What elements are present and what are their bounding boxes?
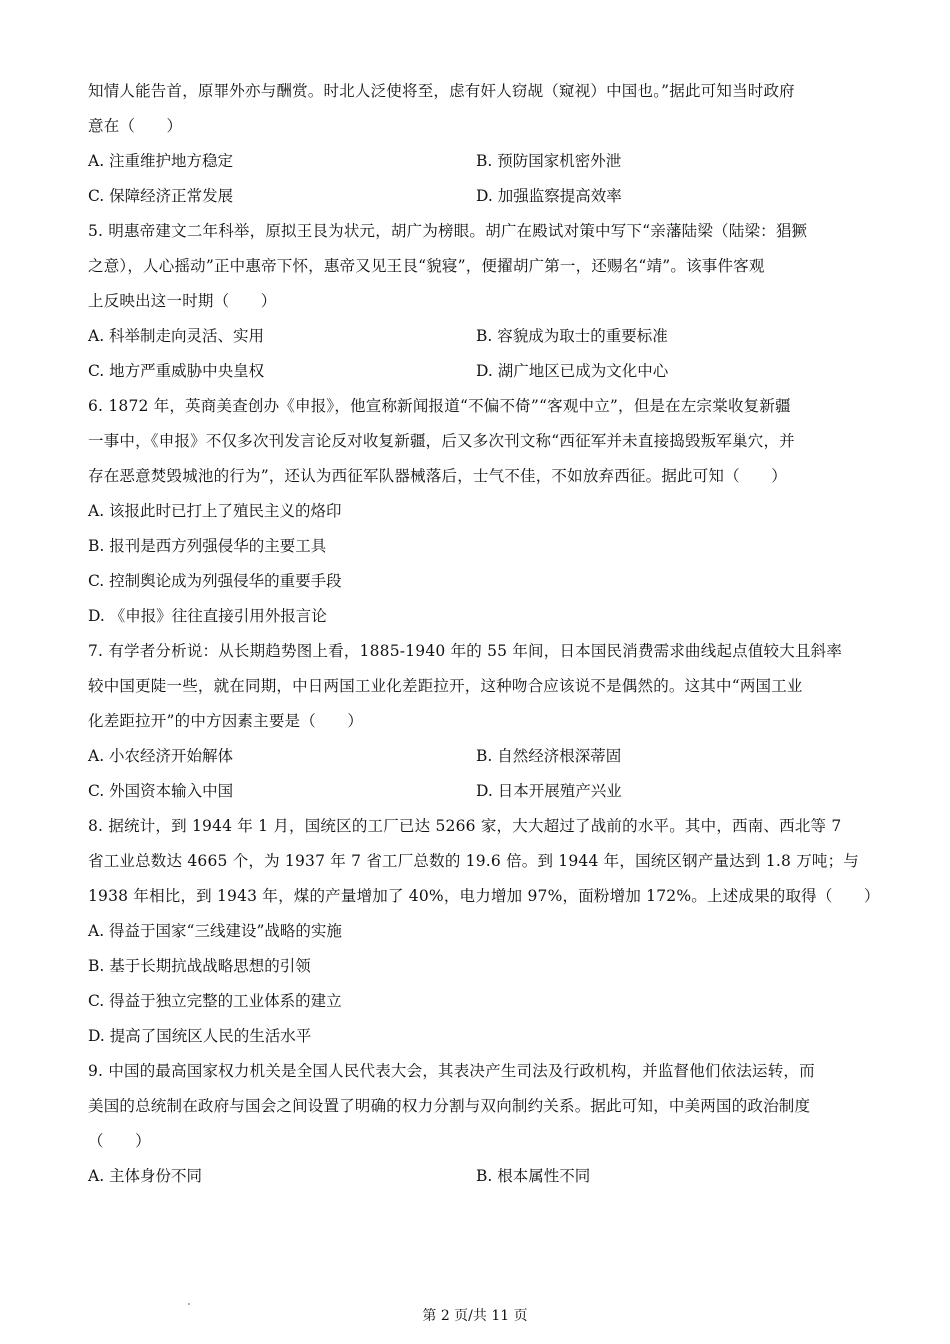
question-stem-line: 意在（ ） (88, 117, 183, 135)
option-d: D. 湖广地区已成为文化中心 (476, 362, 669, 380)
option-c: C. 保障经济正常发展 (88, 187, 234, 205)
question-stem-line: 存在恶意焚毁城池的行为”，还认为西征军队器械落后，士气不佳，不如放弃西征。据此可知（ ） (88, 467, 787, 485)
page-content (88, 74, 880, 1194)
question-stem-line: 6. 1872 年，英商美查创办《申报》，他宣称新闻报道“不偏不倚”“客观中立”，但是在左宗棠收复新疆 (88, 397, 791, 415)
question-8 (88, 809, 880, 1054)
option-b: B. 根本属性不同 (476, 1167, 591, 1185)
option-d: D. 提高了国统区人民的生活水平 (88, 1027, 312, 1045)
option-d: D. 日本开展殖产兴业 (476, 782, 622, 800)
option-b: B. 基于长期抗战战略思想的引领 (88, 957, 311, 975)
question-stem-line: 美国的总统制在政府与国会之间设置了明确的权力分割与双向制约关系。据此可知，中美两国的政治制度 (88, 1097, 811, 1115)
question-stem-line: 9. 中国的最高国家权力机关是全国人民代表大会，其表决产生司法及行政机构，并监督他们依法运转，而 (88, 1062, 815, 1080)
option-c: C. 地方严重威胁中央皇权 (88, 362, 265, 380)
question-stem-line: 化差距拉开”的中方因素主要是（ ） (88, 712, 364, 730)
question-7 (88, 634, 863, 809)
options-row (88, 774, 863, 809)
options-row (88, 739, 863, 774)
option-b: B. 容貌成为取士的重要标准 (476, 327, 668, 345)
option-a: A. 小农经济开始解体 (88, 747, 234, 765)
question-stem-line: 7. 有学者分析说：从长期趋势图上看，1885-1940 年的 55 年间，日本国民消费需求曲线起点值较大且斜率 (88, 642, 843, 660)
options-row (88, 319, 863, 354)
question-stem-line: 省工业总数达 4665 个，为 1937 年 7 省工厂总数的 19.6 倍。到 1944 年，国统区钢产量达到 1.8 万吨；与 (88, 852, 859, 870)
question-stem-line: 之意），人心摇动”正中惠帝下怀，惠帝又见王艮“貌寝”，便擢胡广第一，还赐名“靖”。该事件客观 (88, 257, 765, 275)
option-a: A. 得益于国家“三线建设”战略的实施 (88, 922, 342, 940)
question-stem-line: 5. 明惠帝建文二年科举，原拟王艮为状元，胡广为榜眼。胡广在殿试对策中写下“亲藩陆梁（陆梁：猖獗 (88, 222, 808, 240)
option-c: C. 得益于独立完整的工业体系的建立 (88, 992, 342, 1010)
options-row (88, 144, 863, 179)
options-row (88, 1159, 863, 1194)
options-row (88, 354, 863, 389)
question-9 (88, 1054, 863, 1194)
question-stem-line: （ ） (88, 1132, 151, 1150)
option-b: B. 预防国家机密外泄 (476, 152, 622, 170)
question-6 (88, 389, 863, 634)
option-a: A. 该报此时已打上了殖民主义的烙印 (88, 502, 342, 520)
question-5 (88, 214, 863, 389)
option-d: D. 《申报》往往直接引用外报言论 (88, 607, 327, 625)
option-a: A. 主体身份不同 (88, 1167, 203, 1185)
option-d: D. 加强监察提高效率 (476, 187, 622, 205)
question-4 (88, 74, 863, 214)
question-stem-line: 知情人能告首，原罪外亦与酬赏。时北人泛使将至，虑有奸人窃觇（窥视）中国也。”据此可知当时政府 (88, 82, 795, 100)
option-b: B. 报刊是西方列强侵华的主要工具 (88, 537, 327, 555)
question-stem-line: 1938 年相比，到 1943 年，煤的产量增加了 40%，电力增加 97%，面粉增加 172%。上述成果的取得（ ） (88, 887, 880, 905)
option-b: B. 自然经济根深蒂固 (476, 747, 622, 765)
question-stem-line: 较中国更陡一些，就在同期，中日两国工业化差距拉开，这种吻合应该说不是偶然的。这其中“两国工业 (88, 677, 803, 695)
options-row (88, 179, 863, 214)
question-stem-line: 一事中，《申报》不仅多次刊发言论反对收复新疆，后又多次刊文称“西征军并未直接捣毁叛军巢穴，并 (88, 432, 795, 450)
page-footer: 第 2 页/共 11 页 (422, 1308, 528, 1324)
option-c: C. 外国资本输入中国 (88, 782, 234, 800)
question-stem-line: 上反映出这一时期（ ） (88, 292, 277, 310)
option-c: C. 控制舆论成为列强侵华的重要手段 (88, 572, 342, 590)
option-a: A. 科举制走向灵活、实用 (88, 327, 265, 345)
option-a: A. 注重维护地方稳定 (88, 152, 234, 170)
question-stem-line: 8. 据统计，到 1944 年 1 月，国统区的工厂已达 5266 家，大大超过了战前的水平。其中，西南、西北等 7 (88, 817, 842, 835)
